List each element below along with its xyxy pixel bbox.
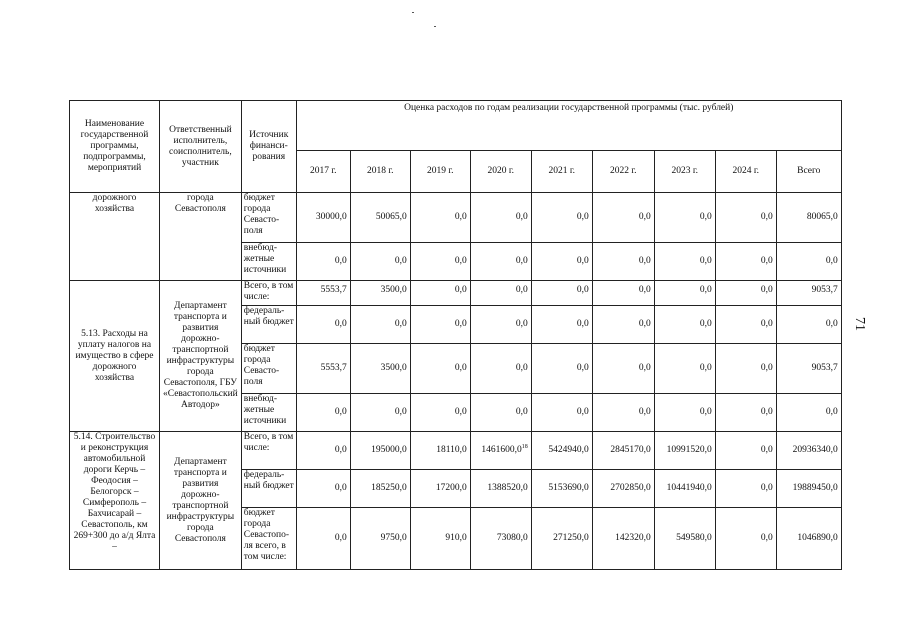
funding-source: внебюд-жетные источники (241, 394, 296, 432)
total-cell: 19889450,0 (776, 470, 841, 508)
value-cell: 0,0 (592, 193, 654, 243)
total-cell: 0,0 (776, 394, 841, 432)
value-cell: 0,0 (592, 306, 654, 344)
value-cell: 0,0 (531, 306, 592, 344)
header-source: Источник финанси-рования (241, 101, 296, 193)
value-cell: 0,0 (654, 306, 715, 344)
funding-source: бюджет города Севастопо-ля всего, в том числе: (241, 508, 296, 570)
value-cell: 0,0 (592, 243, 654, 281)
value-cell: 5424940,0 (531, 432, 592, 470)
value-text: 1461600,0 (481, 445, 522, 455)
header-responsible: Ответственный исполнитель, соисполнитель, участник (160, 101, 242, 193)
value-cell: 9750,0 (350, 508, 410, 570)
value-cell: 0,0 (296, 394, 350, 432)
value-cell: 0,0 (296, 470, 350, 508)
value-cell: 0,0 (592, 394, 654, 432)
value-cell: 910,0 (410, 508, 470, 570)
value-cell: 0,0 (531, 344, 592, 394)
value-cell: 73080,0 (470, 508, 531, 570)
value-cell: 195000,0 (350, 432, 410, 470)
value-cell: 2702850,0 (592, 470, 654, 508)
value-cell: 0,0 (715, 243, 776, 281)
funding-source: бюджет города Севасто-поля (241, 344, 296, 394)
value-cell: 17200,0 (410, 470, 470, 508)
value-cell (470, 432, 531, 470)
header-name: Наименование государственной программы, подпрограммы, мероприятий (70, 101, 160, 193)
total-cell: 80065,0 (776, 193, 841, 243)
total-cell: 20936340,0 (776, 432, 841, 470)
value-cell: 0,0 (470, 193, 531, 243)
value-cell: 0,0 (592, 281, 654, 306)
funding-source: бюджет города Севасто-поля (241, 193, 296, 243)
year-header: 2020 г. (470, 151, 531, 193)
value-cell: 0,0 (296, 432, 350, 470)
value-cell: 10441940,0 (654, 470, 715, 508)
footnote-marker: 18 (521, 443, 528, 450)
value-cell: 0,0 (470, 281, 531, 306)
value-cell: 30000,0 (296, 193, 350, 243)
value-cell: 5153690,0 (531, 470, 592, 508)
value-cell: 0,0 (470, 243, 531, 281)
value-cell: 1388520,0 (470, 470, 531, 508)
value-cell: 0,0 (715, 432, 776, 470)
value-cell: 0,0 (715, 508, 776, 570)
year-header: 2021 г. (531, 151, 592, 193)
value-cell: 3500,0 (350, 281, 410, 306)
total-cell: 9053,7 (776, 344, 841, 394)
value-cell: 2845170,0 (592, 432, 654, 470)
year-header: 2022 г. (592, 151, 654, 193)
scan-speck (412, 12, 414, 13)
total-cell: 0,0 (776, 243, 841, 281)
scan-speck (434, 26, 436, 27)
value-cell: 185250,0 (350, 470, 410, 508)
value-cell: 0,0 (410, 281, 470, 306)
value-cell: 0,0 (470, 344, 531, 394)
total-cell: 9053,7 (776, 281, 841, 306)
value-cell: 0,0 (715, 306, 776, 344)
funding-source: федераль-ный бюджет (241, 470, 296, 508)
total-cell: 0,0 (776, 306, 841, 344)
value-cell: 0,0 (715, 193, 776, 243)
value-cell: 5553,7 (296, 344, 350, 394)
funding-source: Всего, в том числе: (241, 432, 296, 470)
value-cell: 0,0 (715, 344, 776, 394)
total-cell: 1046890,0 (776, 508, 841, 570)
value-cell: 0,0 (410, 193, 470, 243)
value-cell: 0,0 (410, 306, 470, 344)
total-header: Всего (776, 151, 841, 193)
value-cell: 0,0 (350, 243, 410, 281)
value-cell: 50065,0 (350, 193, 410, 243)
value-cell: 0,0 (654, 281, 715, 306)
expenses-table (69, 100, 842, 570)
value-cell: 0,0 (654, 394, 715, 432)
value-cell: 549580,0 (654, 508, 715, 570)
value-cell: 3500,0 (350, 344, 410, 394)
value-cell: 0,0 (531, 193, 592, 243)
responsible-executor: Департамент транспорта и развития дорожно-транспортной инфраструктуры города Севастополя, ГБУ «Севастопольский Автодор» (160, 281, 242, 432)
value-cell: 0,0 (715, 281, 776, 306)
value-cell: 0,0 (296, 508, 350, 570)
value-cell: 0,0 (410, 344, 470, 394)
value-cell: 271250,0 (531, 508, 592, 570)
value-cell: 18110,0 (410, 432, 470, 470)
value-cell: 5553,7 (296, 281, 350, 306)
value-cell: 142320,0 (592, 508, 654, 570)
funding-source: федераль-ный бюджет (241, 306, 296, 344)
header-estimate-title: Оценка расходов по годам реализации государственной программы (тыс. рублей) (296, 101, 841, 151)
value-cell: 0,0 (296, 306, 350, 344)
program-name: 5.13. Расходы на уплату налогов на имущество в сфере дорожного хозяйства (70, 281, 160, 432)
value-cell: 0,0 (592, 344, 654, 394)
value-cell: 10991520,0 (654, 432, 715, 470)
year-header: 2023 г. (654, 151, 715, 193)
value-cell: 0,0 (531, 243, 592, 281)
year-header: 2024 г. (715, 151, 776, 193)
value-cell: 0,0 (410, 394, 470, 432)
page-number: 71 (852, 317, 867, 331)
responsible-executor: Департамент транспорта и развития дорожно-транспортной инфраструктуры города Севастополя (160, 432, 242, 570)
responsible-executor: города Севастополя (160, 193, 242, 281)
program-name: 5.14. Строительство и реконструкция автомобильной дороги Керчь – Феодосия – Белогорск – Симферополь – Бахчисарай – Севастополь, км 269+300 до а/д Ялта – (70, 432, 160, 570)
year-header: 2017 г. (296, 151, 350, 193)
funding-source: внебюд-жетные источники (241, 243, 296, 281)
year-header: 2019 г. (410, 151, 470, 193)
year-header: 2018 г. (350, 151, 410, 193)
value-cell: 0,0 (470, 306, 531, 344)
value-cell: 0,0 (531, 394, 592, 432)
value-cell: 0,0 (531, 281, 592, 306)
funding-source: Всего, в том числе: (241, 281, 296, 306)
value-cell: 0,0 (715, 470, 776, 508)
value-cell: 0,0 (350, 394, 410, 432)
value-cell: 0,0 (654, 344, 715, 394)
value-cell: 0,0 (350, 306, 410, 344)
value-cell: 0,0 (654, 193, 715, 243)
value-cell: 0,0 (654, 243, 715, 281)
value-cell: 0,0 (470, 394, 531, 432)
program-name: дорожного хозяйства (70, 193, 160, 281)
value-cell: 0,0 (410, 243, 470, 281)
value-cell: 0,0 (715, 394, 776, 432)
value-cell: 0,0 (296, 243, 350, 281)
